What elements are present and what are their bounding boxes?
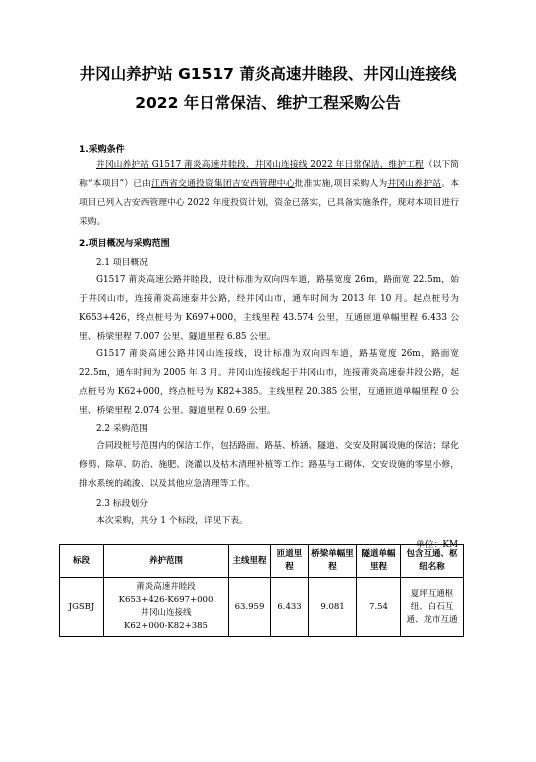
scope-paragraph: 合同段桩号范围内的保洁工作，包括路面、路基、桥涵、隧道、交安及附属设施的保洁；绿化修剪、除草、防治、施肥、浇灌以及枯木清理补植等工作；路基与工砌体、交安设施的零星小修，排水系统的疏浚、以及其他应急清理等工作。 <box>79 441 459 489</box>
range-line-4: K62+000-K82+385 <box>124 621 208 631</box>
lot-paragraph: 本次采购，共分 1 个标段，详见下表。 <box>96 516 248 526</box>
header-main-mileage: 主线里程 <box>229 545 271 578</box>
document-title-line2: 2022 年日常保洁、维护工程采购公告 <box>135 94 401 112</box>
project-name-underlined: 井冈山养护站 G1517 莆炎高速井睦段、井冈山连接线 2022 年日常保洁、维护工程 <box>96 160 424 170</box>
cell-range <box>104 578 229 637</box>
approver-name-underlined: 江西省交通投资集团吉安西管理中心 <box>151 179 295 189</box>
header-bridge-mileage: 桥梁单幅里程 <box>309 545 357 578</box>
cell-ramp-mileage: 6.433 <box>271 578 309 637</box>
purchaser-name-underlined: 井冈山养护站 <box>387 179 442 189</box>
cell-bridge-mileage: 9.081 <box>309 578 357 637</box>
range-line-1: 莆炎高速井睦段 <box>136 582 196 592</box>
subsection-2-3-heading: 2.3 标段划分 <box>96 499 148 509</box>
header-ramp-mileage: 匝道里程 <box>271 545 309 578</box>
cell-hubs: 夏坪互通枢纽、白石互通、龙市互通 <box>401 578 464 637</box>
subsection-2-1-heading: 2.1 项目概况 <box>96 258 148 268</box>
lot-table <box>59 544 464 637</box>
table-header-row <box>60 545 464 578</box>
range-line-3: 井冈山连接线 <box>140 608 192 618</box>
cell-main-mileage: 63.959 <box>229 578 271 637</box>
header-range: 养护范围 <box>104 545 229 578</box>
table-unit-label: 单位：KM <box>416 540 458 550</box>
section1-text-3: 。本项目已列入吉安西管理中心 2022 年度投资计划，资金已落实，已具备实施条件，现对本项目进行采购。 <box>79 179 459 227</box>
header-section: 标段 <box>60 545 104 578</box>
section1-text-1: （以下简称“本项目”）已由 <box>79 160 459 189</box>
section1-text-2: 批准实施,项目采购人为 <box>294 179 388 189</box>
overview-paragraph-2: G1517 莆炎高速公路井冈山连接线，设计标准为双向四车道，路基宽度 26m，路面宽 22.5m，通车时间为 2005 年 3 月。井冈山连接线起于井冈山市，连接莆炎高速泰井段公路，起点桩号为 K62+000，终点桩号为 K82+385。主线里程 20.385 公里，互通匝道单幅里程 0 公里、桥梁里程 2.074 公里、隧道里程 0.69 公里。 <box>79 349 459 416</box>
cell-section: JGSBJ <box>60 578 104 637</box>
header-tunnel-mileage: 隧道单幅里程 <box>357 545 401 578</box>
cell-tunnel-mileage: 7.54 <box>357 578 401 637</box>
overview-paragraph-1: G1517 莆炎高速公路井睦段，设计标准为双向四车道，路基宽度 26m，路面宽 22.5m，始于井冈山市，连接莆炎高速泰井公路，经井冈山市，通车时间为 2013 年 10 月。起点桩号为 K653+426，终点桩号为 K697+000，主线里程 43.574 公里，互通匝道单幅里程 6.433 公里、桥梁里程 7.007 公里、隧道里程 6.85 公里。 <box>79 275 459 342</box>
section2-heading: 2.项目概况与采购范围 <box>79 239 170 249</box>
table-row <box>60 578 464 637</box>
document-title-line1: 井冈山养护站 G1517 莆炎高速井睦段、井冈山连接线 <box>79 65 457 83</box>
section1-heading: 1.采购条件 <box>79 145 125 155</box>
range-line-2: K653+426-K697+000 <box>118 595 214 605</box>
subsection-2-2-heading: 2.2 采购范围 <box>96 424 148 434</box>
header-hubs: 包含互通、枢纽名称 <box>401 545 464 578</box>
section1-paragraph <box>79 156 459 232</box>
